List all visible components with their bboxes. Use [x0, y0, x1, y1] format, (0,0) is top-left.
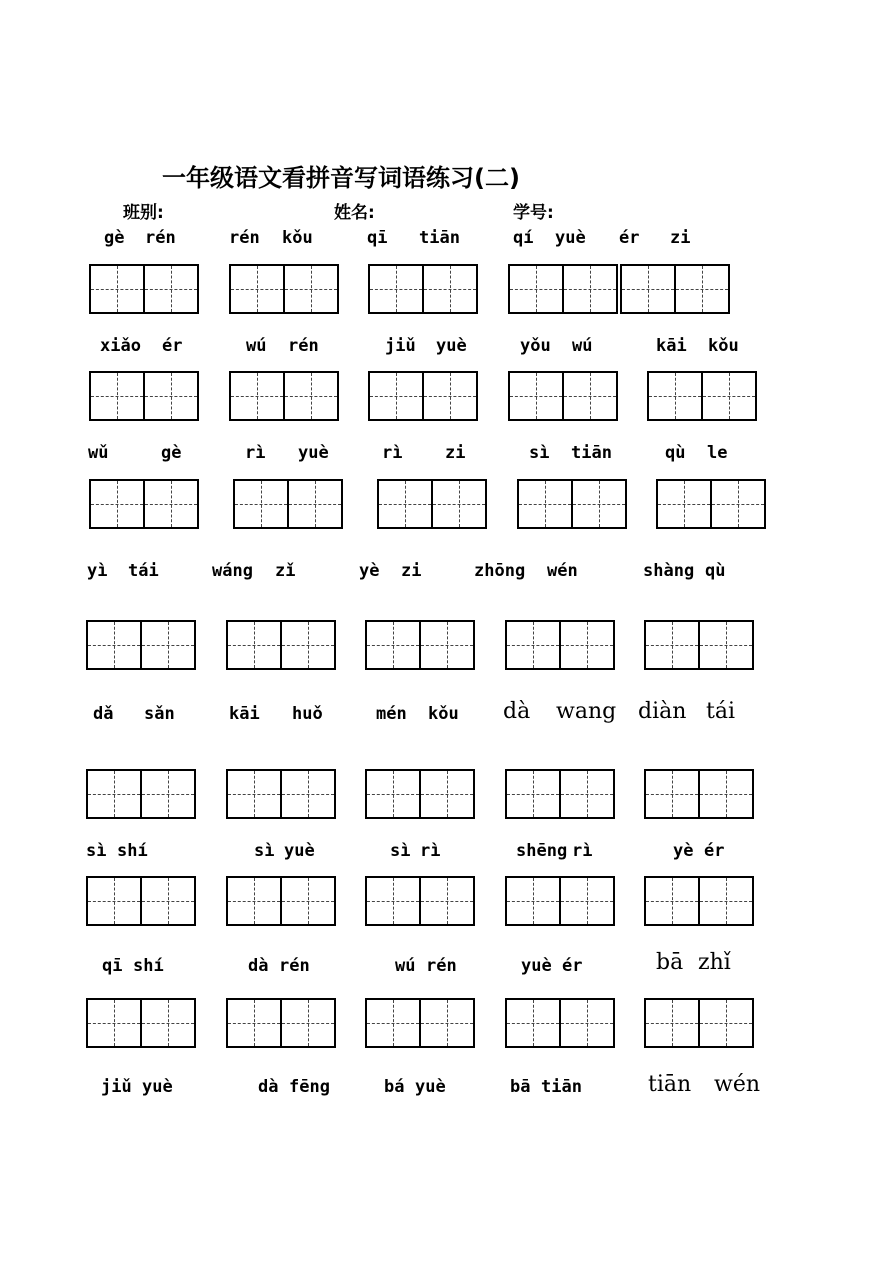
character-cell[interactable]	[561, 620, 615, 670]
writing-grid[interactable]	[86, 876, 196, 926]
character-cell[interactable]	[703, 371, 757, 421]
writing-grid[interactable]	[508, 264, 618, 314]
writing-grid[interactable]	[233, 479, 343, 529]
writing-grid[interactable]	[86, 620, 196, 670]
character-cell[interactable]	[517, 479, 573, 529]
character-cell[interactable]	[561, 769, 615, 819]
character-cell[interactable]	[505, 769, 561, 819]
writing-grid[interactable]	[89, 264, 199, 314]
character-cell[interactable]	[142, 620, 196, 670]
character-cell[interactable]	[145, 479, 199, 529]
pinyin-syllable: tái	[706, 699, 735, 724]
character-cell[interactable]	[86, 998, 142, 1048]
pinyin-syllable: huǒ	[292, 704, 323, 724]
character-cell[interactable]	[282, 769, 336, 819]
pinyin-syllable: yuè	[436, 336, 467, 356]
character-cell[interactable]	[433, 479, 487, 529]
pinyin-syllable: qù	[665, 443, 686, 463]
writing-grid[interactable]	[368, 264, 478, 314]
character-cell[interactable]	[424, 371, 478, 421]
pinyin-syllable: yè	[673, 841, 694, 861]
pinyin-syllable: dà	[258, 1077, 279, 1097]
pinyin-syllable: tiān	[541, 1077, 582, 1097]
character-cell[interactable]	[289, 479, 343, 529]
character-cell[interactable]	[644, 998, 700, 1048]
pinyin-syllable: le	[707, 443, 728, 463]
writing-grid[interactable]	[365, 876, 475, 926]
pinyin-syllable: jiǔ	[385, 336, 416, 356]
pinyin-syllable: yuè	[415, 1077, 446, 1097]
pinyin-syllable: diàn	[638, 699, 687, 724]
character-cell[interactable]	[644, 769, 700, 819]
character-cell[interactable]	[282, 876, 336, 926]
character-cell[interactable]	[421, 876, 475, 926]
pinyin-syllable: tiān	[419, 228, 460, 248]
pinyin-syllable: tái	[128, 561, 159, 581]
class-label: 班别:	[123, 203, 164, 223]
writing-grid[interactable]	[365, 998, 475, 1048]
pinyin-syllable: fēng	[289, 1077, 330, 1097]
character-cell[interactable]	[505, 876, 561, 926]
pinyin-syllable: gè	[161, 443, 182, 463]
pinyin-syllable: rén	[145, 228, 176, 248]
pinyin-syllable: rén	[426, 956, 457, 976]
pinyin-syllable: rén	[288, 336, 319, 356]
pinyin-syllable: ér	[562, 956, 583, 976]
character-cell[interactable]	[282, 620, 336, 670]
writing-grid[interactable]	[377, 479, 487, 529]
character-cell[interactable]	[712, 479, 766, 529]
writing-grid[interactable]	[644, 998, 754, 1048]
pinyin-syllable: zi	[401, 561, 422, 581]
character-cell[interactable]	[226, 876, 282, 926]
pinyin-syllable: wú	[572, 336, 593, 356]
character-cell[interactable]	[145, 371, 199, 421]
pinyin-syllable: zi	[445, 443, 466, 463]
character-cell[interactable]	[86, 620, 142, 670]
writing-grid[interactable]	[656, 479, 766, 529]
pinyin-syllable: wú	[395, 956, 416, 976]
writing-grid[interactable]	[229, 264, 339, 314]
pinyin-syllable: xiǎo	[100, 336, 141, 356]
character-cell[interactable]	[229, 371, 285, 421]
character-cell[interactable]	[421, 769, 475, 819]
character-cell[interactable]	[700, 620, 754, 670]
pinyin-syllable: zhǐ	[698, 950, 731, 975]
writing-grid[interactable]	[89, 371, 199, 421]
character-cell[interactable]	[647, 371, 703, 421]
writing-grid[interactable]	[86, 769, 196, 819]
pinyin-syllable: qī	[102, 956, 123, 976]
pinyin-syllable: rén	[229, 228, 260, 248]
pinyin-syllable: yuè	[521, 956, 552, 976]
character-cell[interactable]	[89, 479, 145, 529]
character-cell[interactable]	[561, 998, 615, 1048]
writing-grid[interactable]	[365, 620, 475, 670]
character-cell[interactable]	[700, 876, 754, 926]
character-cell[interactable]	[226, 769, 282, 819]
pinyin-syllable: ér	[704, 841, 725, 861]
pinyin-syllable: tiān	[571, 443, 612, 463]
pinyin-syllable: zǐ	[275, 561, 296, 581]
character-cell[interactable]	[142, 769, 196, 819]
writing-grid[interactable]	[620, 264, 730, 314]
pinyin-syllable: qù	[705, 561, 726, 581]
character-cell[interactable]	[365, 998, 421, 1048]
character-cell[interactable]	[89, 371, 145, 421]
pinyin-syllable: yuè	[142, 1077, 173, 1097]
writing-grid[interactable]	[226, 998, 336, 1048]
pinyin-syllable: yì	[87, 561, 108, 581]
character-cell[interactable]	[656, 479, 712, 529]
pinyin-syllable: rì	[420, 841, 441, 861]
character-cell[interactable]	[365, 620, 421, 670]
character-cell[interactable]	[505, 998, 561, 1048]
character-cell[interactable]	[365, 876, 421, 926]
writing-grid[interactable]	[505, 998, 615, 1048]
pinyin-syllable: qí	[513, 228, 534, 248]
character-cell[interactable]	[421, 620, 475, 670]
character-cell[interactable]	[226, 620, 282, 670]
pinyin-syllable: jiǔ	[101, 1077, 132, 1097]
pinyin-syllable: ér	[619, 228, 640, 248]
pinyin-syllable: qī	[367, 228, 388, 248]
writing-grid[interactable]	[365, 769, 475, 819]
pinyin-syllable: gè	[104, 228, 125, 248]
writing-grid[interactable]	[229, 371, 339, 421]
writing-grid[interactable]	[644, 769, 754, 819]
pinyin-syllable: wáng	[212, 561, 253, 581]
character-cell[interactable]	[508, 264, 564, 314]
pinyin-syllable: dà	[503, 699, 531, 724]
pinyin-syllable: sì	[390, 841, 411, 861]
pinyin-syllable: dà	[248, 956, 269, 976]
pinyin-syllable: sì	[254, 841, 275, 861]
pinyin-syllable: rì	[572, 841, 593, 861]
writing-grid[interactable]	[647, 371, 757, 421]
character-cell[interactable]	[700, 769, 754, 819]
pinyin-syllable: zi	[670, 228, 691, 248]
pinyin-syllable: shēng	[516, 841, 568, 861]
name-label: 姓名:	[334, 203, 375, 223]
pinyin-syllable: rì	[245, 443, 266, 463]
character-cell[interactable]	[226, 998, 282, 1048]
pinyin-syllable: yǒu	[520, 336, 551, 356]
pinyin-syllable: kǒu	[282, 228, 313, 248]
writing-grid[interactable]	[505, 620, 615, 670]
character-cell[interactable]	[424, 264, 478, 314]
pinyin-syllable: wú	[246, 336, 267, 356]
pinyin-syllable: wǔ	[88, 443, 109, 463]
pinyin-syllable: bā	[510, 1077, 531, 1097]
pinyin-syllable: dǎ	[93, 704, 114, 724]
pinyin-syllable: wang	[556, 699, 617, 724]
character-cell[interactable]	[644, 876, 700, 926]
character-cell[interactable]	[564, 264, 618, 314]
character-cell[interactable]	[282, 998, 336, 1048]
character-cell[interactable]	[145, 264, 199, 314]
pinyin-syllable: yuè	[298, 443, 329, 463]
pinyin-syllable: ér	[162, 336, 183, 356]
pinyin-syllable: rén	[279, 956, 310, 976]
writing-grid[interactable]	[89, 479, 199, 529]
pinyin-syllable: tiān	[648, 1072, 692, 1097]
pinyin-syllable: bá	[384, 1077, 405, 1097]
character-cell[interactable]	[676, 264, 730, 314]
writing-grid[interactable]	[517, 479, 627, 529]
pinyin-syllable: rì	[382, 443, 403, 463]
writing-grid[interactable]	[226, 769, 336, 819]
pinyin-syllable: wén	[714, 1072, 761, 1097]
character-cell[interactable]	[561, 876, 615, 926]
writing-grid[interactable]	[508, 371, 618, 421]
pinyin-syllable: kāi	[229, 704, 260, 724]
character-cell[interactable]	[505, 620, 561, 670]
pinyin-syllable: shí	[117, 841, 148, 861]
student-number-label: 学号:	[513, 203, 554, 223]
pinyin-syllable: sì	[86, 841, 107, 861]
writing-grid[interactable]	[505, 769, 615, 819]
writing-grid[interactable]	[505, 876, 615, 926]
pinyin-syllable: mén	[376, 704, 407, 724]
character-cell[interactable]	[233, 479, 289, 529]
pinyin-syllable: sǎn	[144, 704, 175, 724]
writing-grid[interactable]	[368, 371, 478, 421]
character-cell[interactable]	[86, 876, 142, 926]
pinyin-syllable: kǒu	[708, 336, 739, 356]
writing-grid[interactable]	[644, 876, 754, 926]
character-cell[interactable]	[644, 620, 700, 670]
character-cell[interactable]	[142, 998, 196, 1048]
pinyin-syllable: zhōng	[474, 561, 526, 581]
character-cell[interactable]	[285, 264, 339, 314]
pinyin-syllable: bā	[656, 950, 684, 975]
character-cell[interactable]	[700, 998, 754, 1048]
pinyin-syllable: yè	[359, 561, 380, 581]
character-cell[interactable]	[573, 479, 627, 529]
writing-grid[interactable]	[226, 620, 336, 670]
character-cell[interactable]	[368, 264, 424, 314]
writing-grid[interactable]	[644, 620, 754, 670]
character-cell[interactable]	[285, 371, 339, 421]
character-cell[interactable]	[368, 371, 424, 421]
pinyin-syllable: yuè	[555, 228, 586, 248]
character-cell[interactable]	[564, 371, 618, 421]
pinyin-syllable: kǒu	[428, 704, 459, 724]
character-cell[interactable]	[377, 479, 433, 529]
writing-grid[interactable]	[86, 998, 196, 1048]
character-cell[interactable]	[142, 876, 196, 926]
character-cell[interactable]	[421, 998, 475, 1048]
pinyin-syllable: kāi	[656, 336, 687, 356]
pinyin-syllable: yuè	[284, 841, 315, 861]
page-title: 一年级语文看拼音写词语练习(二)	[162, 164, 520, 192]
character-cell[interactable]	[620, 264, 676, 314]
character-cell[interactable]	[86, 769, 142, 819]
character-cell[interactable]	[365, 769, 421, 819]
character-cell[interactable]	[229, 264, 285, 314]
pinyin-syllable: shàng	[643, 561, 695, 581]
character-cell[interactable]	[508, 371, 564, 421]
pinyin-syllable: shí	[133, 956, 164, 976]
writing-grid[interactable]	[226, 876, 336, 926]
character-cell[interactable]	[89, 264, 145, 314]
pinyin-syllable: sì	[529, 443, 550, 463]
pinyin-syllable: wén	[547, 561, 578, 581]
